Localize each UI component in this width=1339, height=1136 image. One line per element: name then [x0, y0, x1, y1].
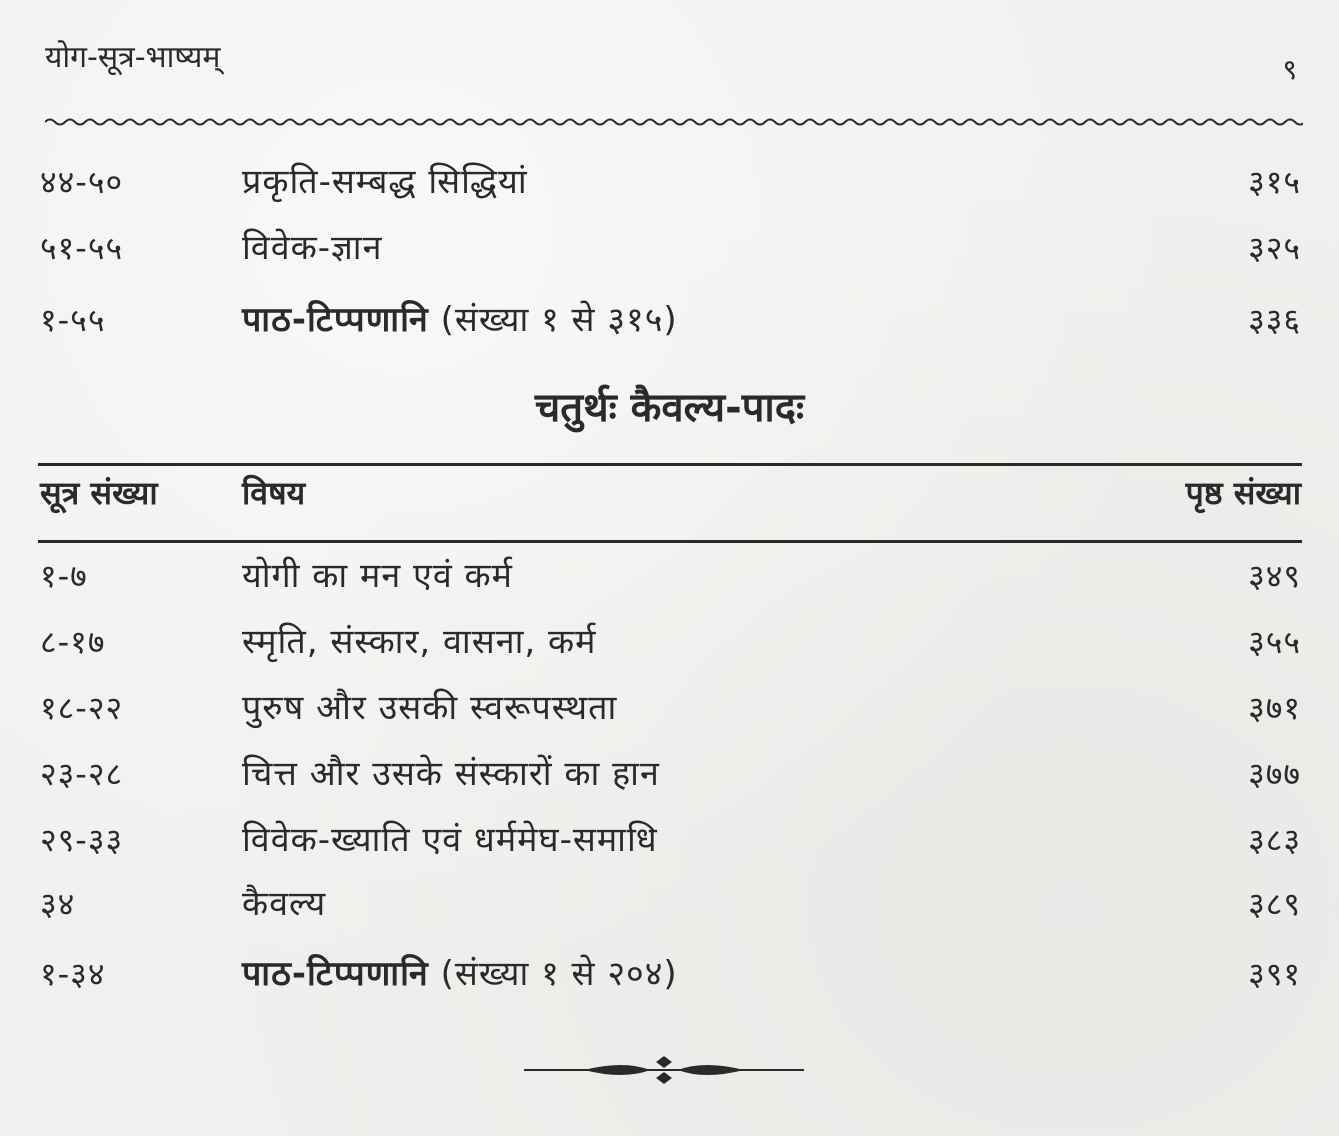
sutra-range: ५१-५५ — [40, 229, 124, 267]
toc-page: ३८३ — [1248, 821, 1301, 859]
toc-page: ३९१ — [1248, 955, 1301, 993]
toc-page: ३७१ — [1248, 689, 1301, 727]
toc-subject — [242, 876, 326, 932]
table-top-rule — [38, 463, 1302, 466]
toc-row — [0, 680, 1339, 736]
ornament-divider-icon — [524, 1052, 804, 1088]
column-header-subject: विषय — [242, 474, 306, 512]
sutra-range: १-३४ — [40, 955, 106, 993]
toc-subject — [242, 680, 617, 736]
subject-text: चित्त और उसके संस्कारों का हान — [242, 754, 660, 794]
subject-text: पाठ-टिप्पणानि — [242, 954, 429, 994]
toc-row — [0, 220, 1339, 276]
toc-subject — [242, 812, 658, 868]
subject-text: पाठ-टिप्पणानि — [242, 300, 429, 340]
subject-text: योगी का मन एवं कर्म — [242, 556, 513, 596]
toc-subject — [242, 614, 596, 670]
toc-row — [0, 292, 1339, 348]
subject-text: विवेक-ज्ञान — [242, 228, 383, 268]
toc-page: ३७७ — [1248, 755, 1301, 793]
subject-text: पुरुष और उसकी स्वरूपस्थता — [242, 688, 618, 728]
subject-text: स्मृति, संस्कार, वासना, कर्म — [242, 622, 597, 662]
column-header-page: पृष्ठ संख्या — [1185, 474, 1301, 512]
column-header-sutra: सूत्र संख्या — [40, 474, 158, 512]
toc-row — [0, 614, 1339, 670]
running-header-title: योग-सूत्र-भाष्यम् — [45, 40, 221, 75]
toc-subject — [242, 154, 528, 210]
toc-subject — [242, 946, 678, 1002]
toc-row — [0, 876, 1339, 932]
sutra-range: २३-२८ — [40, 755, 124, 793]
subject-text: कैवल्य — [242, 884, 327, 924]
wavy-divider — [45, 112, 1303, 132]
sutra-range: १-५५ — [40, 301, 106, 339]
section-heading: चतुर्थः कैवल्य-पादः — [534, 385, 805, 431]
toc-row — [0, 746, 1339, 802]
subject-note: (संख्या १ से २०४) — [440, 954, 678, 994]
toc-row — [0, 946, 1339, 1002]
toc-subject — [242, 292, 678, 348]
sutra-range: १८-२२ — [40, 689, 124, 727]
toc-subject — [242, 746, 660, 802]
toc-subject — [242, 220, 382, 276]
sutra-range: ४४-५० — [40, 163, 124, 201]
toc-page: ३४९ — [1248, 557, 1301, 595]
toc-row — [0, 812, 1339, 868]
toc-page: ३२५ — [1248, 229, 1301, 267]
sutra-range: १-७ — [40, 557, 88, 595]
toc-row — [0, 154, 1339, 210]
toc-page: ३८९ — [1248, 885, 1301, 923]
toc-subject — [242, 548, 513, 604]
subject-note: (संख्या १ से ३१५) — [440, 300, 678, 340]
subject-text: विवेक-ख्याति एवं धर्ममेघ-समाधि — [242, 820, 658, 860]
toc-row — [0, 548, 1339, 604]
page-number: ९ — [1282, 53, 1297, 86]
toc-page: ३५५ — [1248, 623, 1301, 661]
sutra-range: २९-३३ — [40, 821, 124, 859]
toc-page: ३१५ — [1248, 163, 1301, 201]
sutra-range: ३४ — [40, 885, 76, 923]
toc-page: ३३६ — [1248, 301, 1301, 339]
sutra-range: ८-१७ — [40, 623, 106, 661]
subject-text: प्रकृति-सम्बद्ध सिद्धियां — [242, 162, 528, 202]
table-header-rule — [38, 540, 1302, 543]
